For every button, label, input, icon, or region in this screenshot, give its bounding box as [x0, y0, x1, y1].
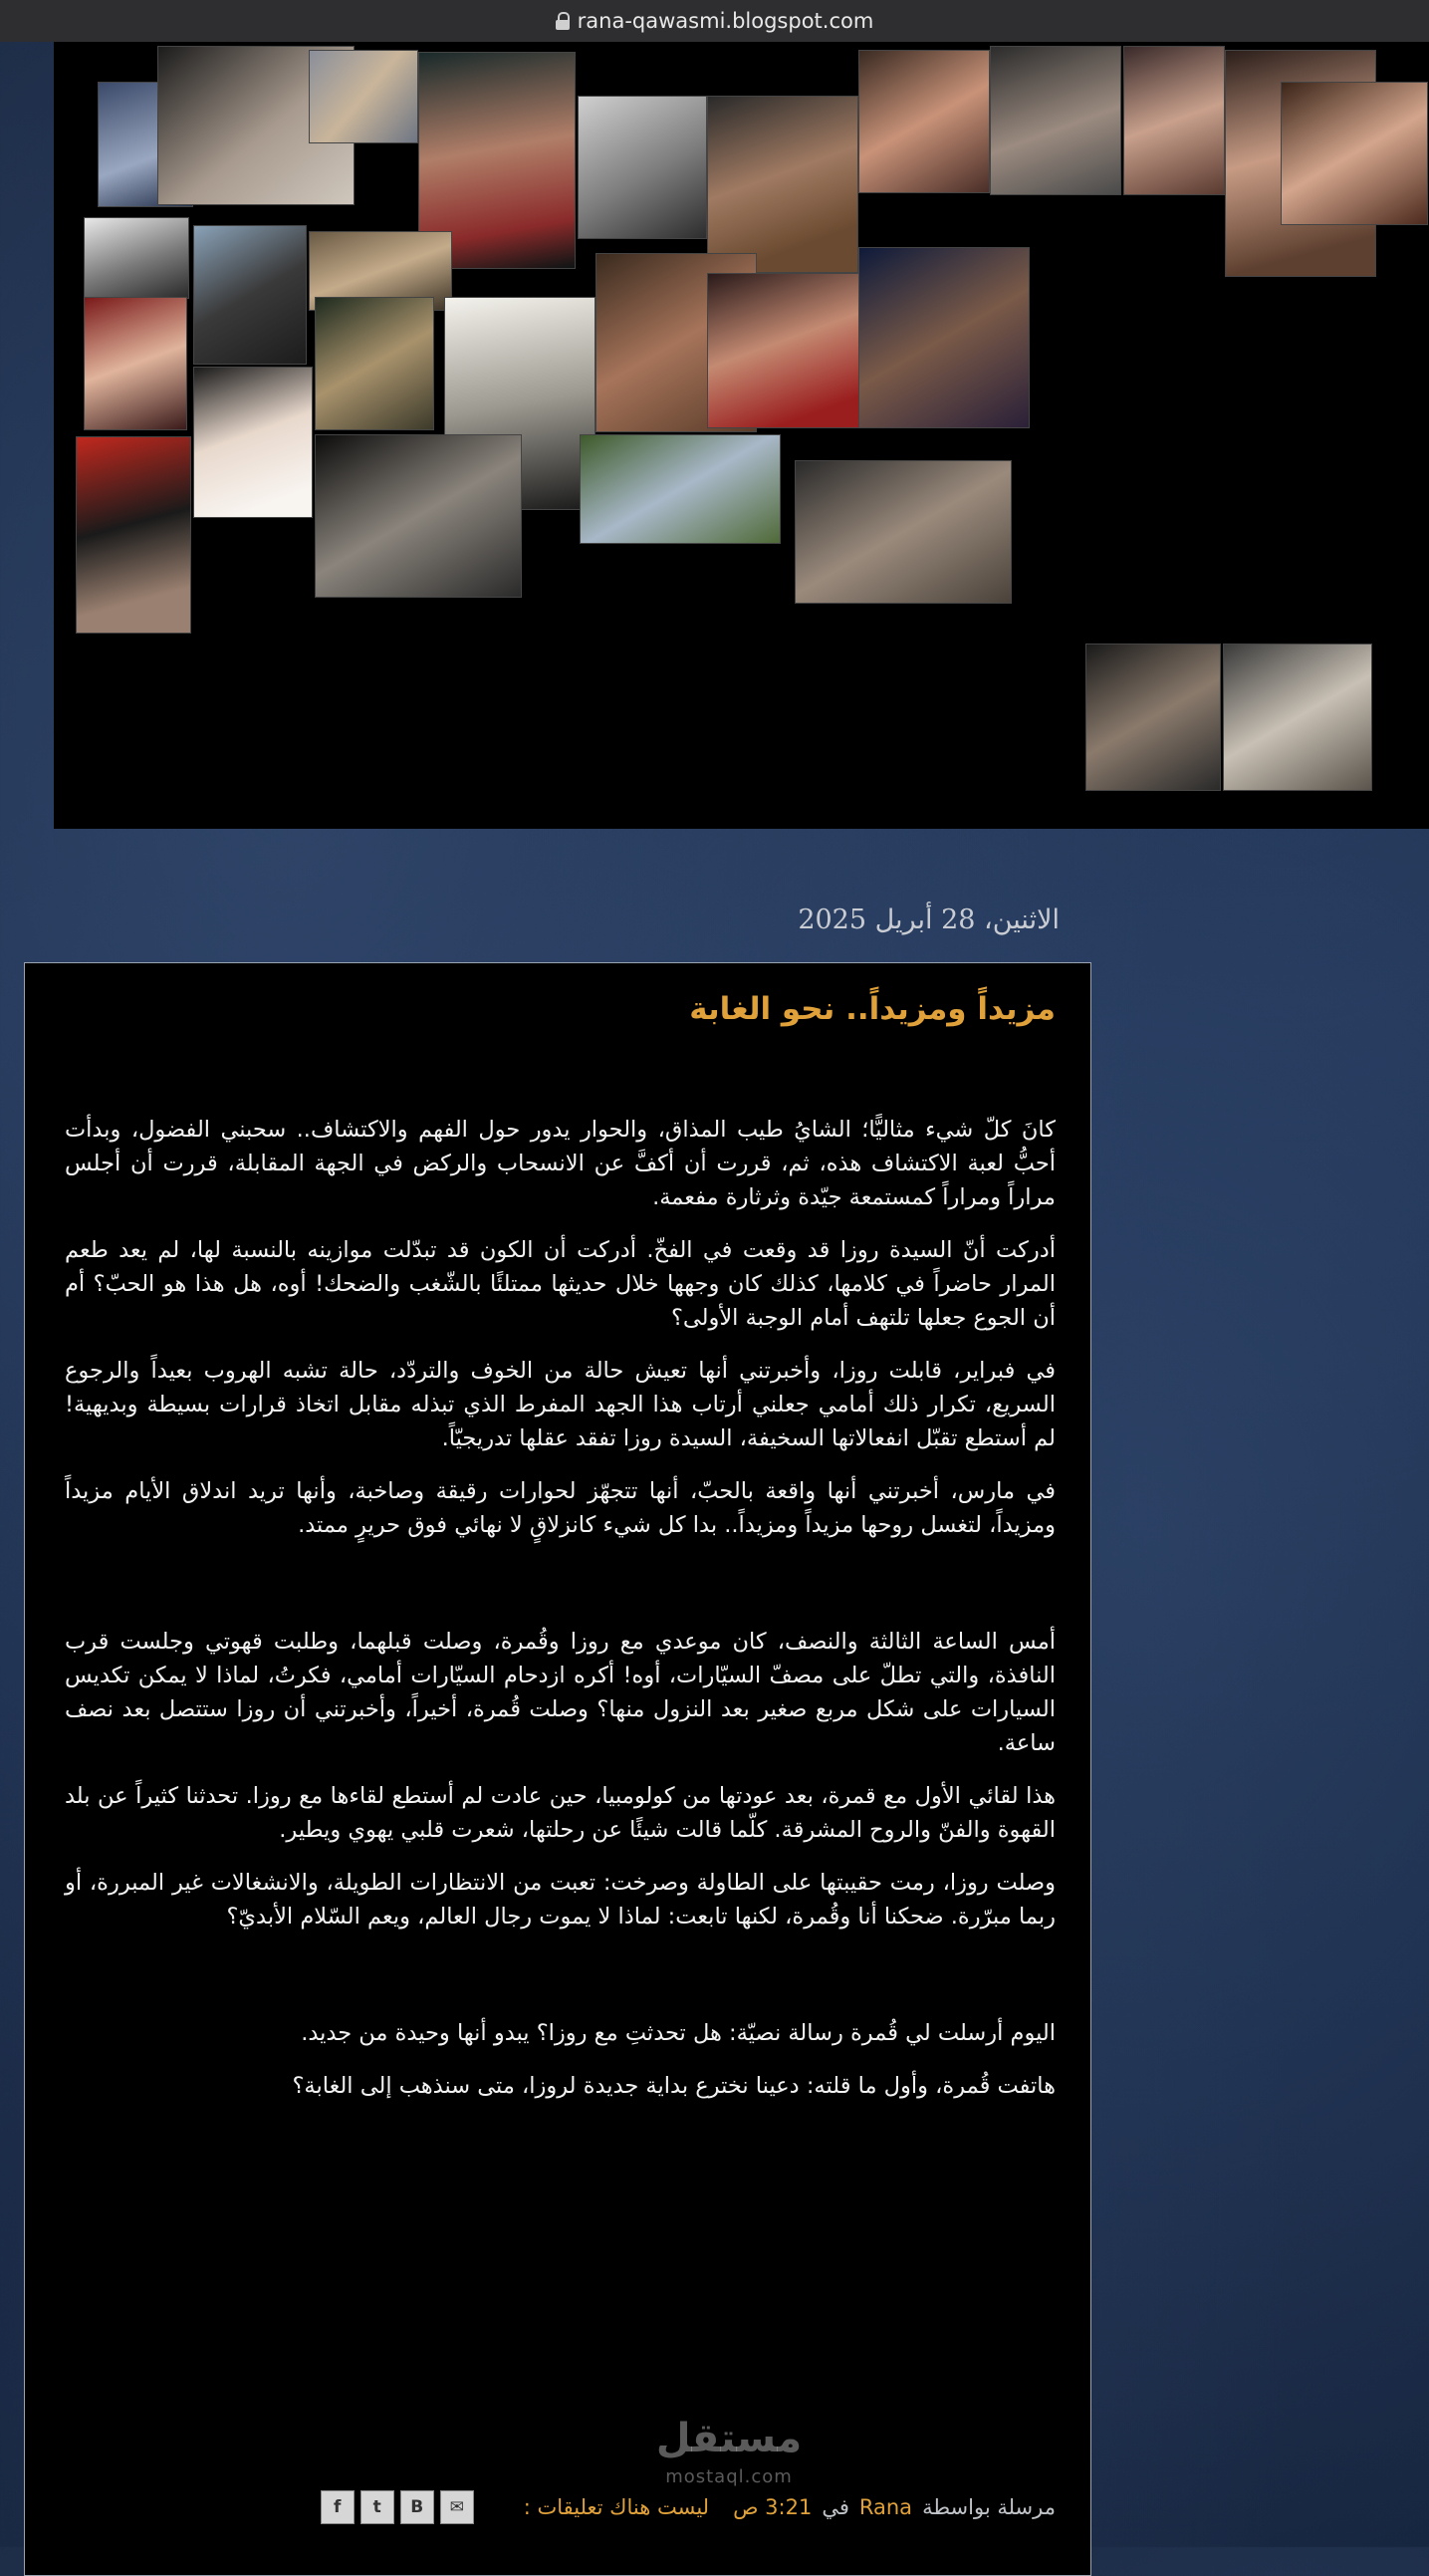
collage-photo [193, 367, 313, 518]
collage-photo [707, 96, 858, 273]
post-paragraph: أمس الساعة الثالثة والنصف، كان موعدي مع روزا وقُمرة، وصلت قبلهما، وطلبت قهوتي وجلست قرب النافذة، والتي تطلّ على مصفّ السيّارات، أوه! أكره ازدحام السيّارات أمامي، فكرتُ، لماذا لا يمكن تكديس السيارات على شكل مربع صغير بعد النزول منها؟ وصلت قُمرة، أخيراً، وأخبرتني أن روزا ستتصل بعد نصف ساعة. [65, 1629, 1056, 1756]
facebook-icon[interactable]: f [321, 2490, 355, 2524]
comments-link[interactable]: ليست هناك تعليقات : [523, 2495, 710, 2519]
author-link[interactable]: Rana [858, 2495, 913, 2519]
browser-url-bar[interactable] [0, 0, 1429, 42]
at-label: في [822, 2495, 849, 2519]
post-paragraph: في مارس، أخبرتني أنها واقعة بالحبّ، أنها تتجهّز لحوارات رقيقة وصاخبة، وأنها تريد اندلاق الأيام مزيداً ومزيداً، لتغسل روحها مزيداً ومزيداً.. بدا كل شيء كانزلاقٍ لا نهائي فوق حريرٍ ممتد. [65, 1478, 1056, 1538]
watermark-arabic: مستقل [655, 2416, 803, 2461]
post-paragraph: هاتفت قُمرة، وأول ما قلته: دعينا نخترع بداية جديدة لروزا، متى سنذهب إلى الغابة؟ [292, 2073, 1056, 2099]
post-date: الاثنين، 28 أبريل 2025 [798, 904, 1060, 935]
collage-photo [707, 273, 862, 428]
post-time-link[interactable]: 3:21 ص [733, 2495, 813, 2519]
collage-photo [315, 297, 434, 430]
post-paragraph: في فبراير، قابلت روزا، وأخبرتني أنها تعيش حالة من الخوف والتردّد، حالة تشبه الهروب بعيداً والرجوع السريع، تكرار ذلك أمامي جعلني أرتاب هذا الجهد المفرط الذي تبذله مقابل اتخاذ قرارات بسيطة وبديهية! لم أستطع تقبّل انفعالاتها السخيفة، السيدة روزا تفقد عقلها تدريجيّاً. [65, 1358, 1056, 1451]
collage-photo [1085, 644, 1221, 791]
collage-photo [1123, 46, 1225, 195]
post-paragraph: اليوم أرسلت لي قُمرة رسالة نصيّة: هل تحدثتِ مع روزا؟ يبدو أنها وحيدة من جديد. [301, 2020, 1056, 2046]
blogger-icon[interactable]: B [400, 2490, 434, 2524]
collage-photo [315, 434, 522, 598]
paragraph-spacer [65, 1952, 1056, 2016]
collage-photo [858, 247, 1030, 428]
collage-photo [84, 297, 187, 430]
post-body [65, 1113, 1056, 2122]
collage-photo [990, 46, 1121, 195]
twitter-icon[interactable]: t [360, 2490, 394, 2524]
email-icon[interactable]: ✉ [440, 2490, 474, 2524]
collage-photo [193, 225, 307, 365]
post-paragraph: أدركت أنّ السيدة روزا قد وقعت في الفخّ. أدركت أن الكون قد تبدّلت موازينه بالنسبة لها، لم يعد طعم المرار حاضراً في كلامها، كذلك كان وجهها خلال حديثها ممتلئًا بالشّغب والضحك! أوه، هل هذا هو الحبّ؟ أم أن الجوع جعلها تلتهف أمام الوجبة الأولى؟ [65, 1237, 1056, 1331]
paragraph-spacer [65, 1561, 1056, 1625]
collage-photo [84, 217, 189, 299]
collage-photo [795, 460, 1012, 604]
post-paragraph: وصلت روزا، رمت حقيبتها على الطاولة وصرخت: تعبت من الانتظارات الطويلة، والانشغالات غير المبررة، أو ربما مبرّرة. ضحكنا أنا وقُمرة، لكنها تابعت: لماذا لا يموت رجال العالم، ويعم السّلام الأبديّ؟ [65, 1870, 1056, 1930]
url-text: rana-qawasmi.blogspot.com [577, 9, 874, 33]
collage-photo [578, 96, 707, 239]
post-paragraph: هذا لقائي الأول مع قمرة، بعد عودتها من كولومبيا، حين عادت لم أستطع لقاءها مع روزا. تحدثنا كثيراً عن بلد القهوة والفنّ والروح المشرقة. كلّما قالت شيئًا عن رحلتها، شعرت قلبي يهوي ويطير. [65, 1783, 1056, 1843]
post-title[interactable]: مزيداً ومزيداً.. نحو الغابة [689, 991, 1056, 1027]
collage-photo [1223, 644, 1372, 791]
lock-icon [556, 12, 570, 30]
collage-photo [580, 434, 781, 544]
post-paragraph: كانَ كلّ شيء مثاليًّا؛ الشايُ طيب المذاق، والحوار يدور حول الفهم والاكتشاف.. سحبني الفضول، وبدأت أحبُّ لعبة الاكتشاف هذه، ثم، قررت أن أكفَّ عن الانسحاب والركض في الجهة المقابلة، قررت أن أجلس مراراً ومراراً كمستمعة جيّدة وثرثارة مفعمة. [65, 1117, 1056, 1210]
blog-post [24, 962, 1091, 2576]
watermark-latin: mostaql.com [665, 2466, 793, 2487]
watermark [629, 2411, 829, 2510]
posted-by-label: مرسلة بواسطة [922, 2495, 1056, 2519]
collage-photo [309, 50, 418, 143]
collage-photo [858, 50, 990, 193]
collage-photo [1281, 82, 1428, 225]
collage-photo [76, 436, 191, 634]
post-footer [60, 2487, 1056, 2527]
header-collage-image [54, 42, 1429, 829]
share-buttons [321, 2490, 474, 2524]
